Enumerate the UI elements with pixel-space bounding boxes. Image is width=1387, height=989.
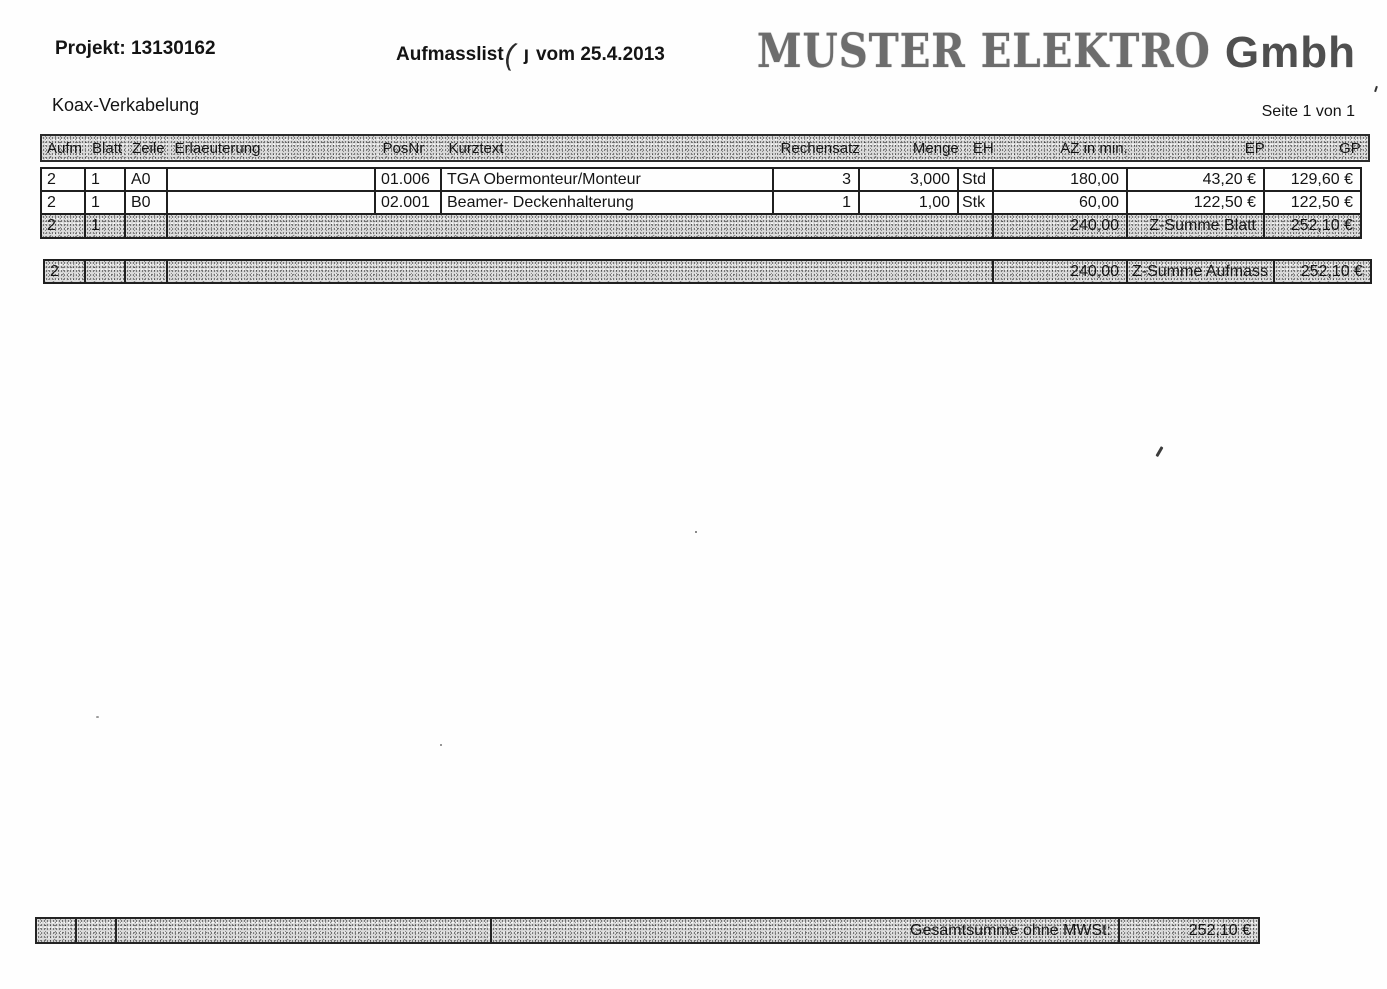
- sum-blatt-filler: [167, 214, 993, 238]
- scan-artifact: [1155, 446, 1163, 457]
- cell-az: 60,00: [993, 191, 1127, 214]
- column-header-kurztext: Kurztext: [444, 135, 776, 161]
- page-indicator: Seite 1 von 1: [1261, 103, 1355, 120]
- cell-kurztext: TGA Obermonteur/Monteur: [441, 168, 773, 191]
- cell-rechensatz: 3: [773, 168, 859, 191]
- column-header-rechensatz: Rechensatz: [776, 135, 867, 161]
- sum-aufmass-az: 240,00: [993, 260, 1127, 283]
- scan-artifact: [96, 716, 99, 718]
- scan-artifact: [1374, 86, 1378, 92]
- cell-blatt: 1: [85, 168, 125, 191]
- column-header-blatt: Blatt: [87, 135, 127, 161]
- grand-total-filler: [76, 918, 116, 943]
- company-logo: [683, 24, 1356, 79]
- cell-zeile: A0: [125, 168, 167, 191]
- document-title-date: vom 25.4.2013: [535, 44, 665, 65]
- cell-posnr: 01.006: [375, 168, 441, 191]
- column-header-ep: EP: [1135, 135, 1272, 161]
- scan-artifact-paren: (: [500, 37, 519, 72]
- scan-artifact: [440, 744, 442, 746]
- cell-eh: Stk: [958, 191, 993, 214]
- column-header-gp: GP: [1272, 135, 1369, 161]
- company-logo-suffix: Gmbh: [1224, 28, 1356, 77]
- cell-kurztext: Beamer- Deckenhalterung: [441, 191, 773, 214]
- sum-blatt-filler: [125, 214, 167, 238]
- table-row: [41, 191, 1361, 214]
- column-header-menge: Menge: [867, 135, 966, 161]
- sum-aufmass-gp: 252,10 €: [1274, 260, 1371, 283]
- column-header-az: AZ in min.: [1001, 135, 1135, 161]
- sum-blatt-gp: 252,10 €: [1264, 214, 1361, 238]
- cell-eh: Std: [958, 168, 993, 191]
- cell-erlaeuterung: [167, 168, 375, 191]
- grand-total-filler: [36, 918, 76, 943]
- sum-blatt-aufm: 2: [41, 214, 85, 238]
- cell-menge: 1,00: [859, 191, 958, 214]
- project-label: Projekt: 13130162: [55, 38, 216, 59]
- sum-aufmass-label: Z-Summe Aufmass: [1127, 260, 1274, 283]
- cell-zeile: B0: [125, 191, 167, 214]
- cell-erlaeuterung: [167, 191, 375, 214]
- table-header-row: [40, 134, 1370, 162]
- company-logo-name: MUSTER ELEKTRO: [757, 24, 1211, 79]
- document-title-text: Aufmasslist: [396, 44, 504, 65]
- cell-rechensatz: 1: [773, 191, 859, 214]
- column-header-eh: EH: [966, 135, 1001, 161]
- column-header-posnr: PosNr: [378, 135, 444, 161]
- grand-total-value: 252,10 €: [1119, 918, 1259, 943]
- sum-aufmass-filler: [167, 260, 993, 283]
- cell-gp: 129,60 €: [1264, 168, 1361, 191]
- cell-gp: 122,50 €: [1264, 191, 1361, 214]
- cell-az: 180,00: [993, 168, 1127, 191]
- section-title: Koax-Verkabelung: [52, 95, 200, 115]
- cell-aufm: 2: [41, 168, 85, 191]
- grand-total-row: [35, 917, 1260, 944]
- cell-ep: 43,20 €: [1127, 168, 1264, 191]
- cell-menge: 3,000: [859, 168, 958, 191]
- document-title: [396, 38, 665, 72]
- column-header-zeile: Zeile: [127, 135, 170, 161]
- sum-aufmass-aufm: 2: [44, 260, 85, 283]
- column-header-aufm: Aufm: [41, 135, 87, 161]
- cell-aufm: 2: [41, 191, 85, 214]
- sum-blatt-az: 240,00: [993, 214, 1127, 238]
- table-row: [41, 168, 1361, 191]
- cell-blatt: 1: [85, 191, 125, 214]
- cell-posnr: 02.001: [375, 191, 441, 214]
- sum-blatt-blatt: 1: [85, 214, 125, 238]
- sum-aufmass-filler: [85, 260, 125, 283]
- grand-total-filler: [116, 918, 491, 943]
- column-header-erlaeuterung: Erlaeuterung: [170, 135, 378, 161]
- scan-artifact-hook: ȷ: [523, 44, 529, 65]
- sum-blatt-label: Z-Summe Blatt: [1127, 214, 1264, 238]
- measurement-table: [40, 167, 1362, 239]
- cell-ep: 122,50 €: [1127, 191, 1264, 214]
- grand-total-label: Gesamtsumme ohne MWSt:: [491, 918, 1119, 943]
- scan-artifact: [695, 531, 697, 533]
- sum-aufmass-filler: [125, 260, 167, 283]
- sum-blatt-row: [41, 214, 1361, 238]
- sum-aufmass-row: [43, 259, 1372, 284]
